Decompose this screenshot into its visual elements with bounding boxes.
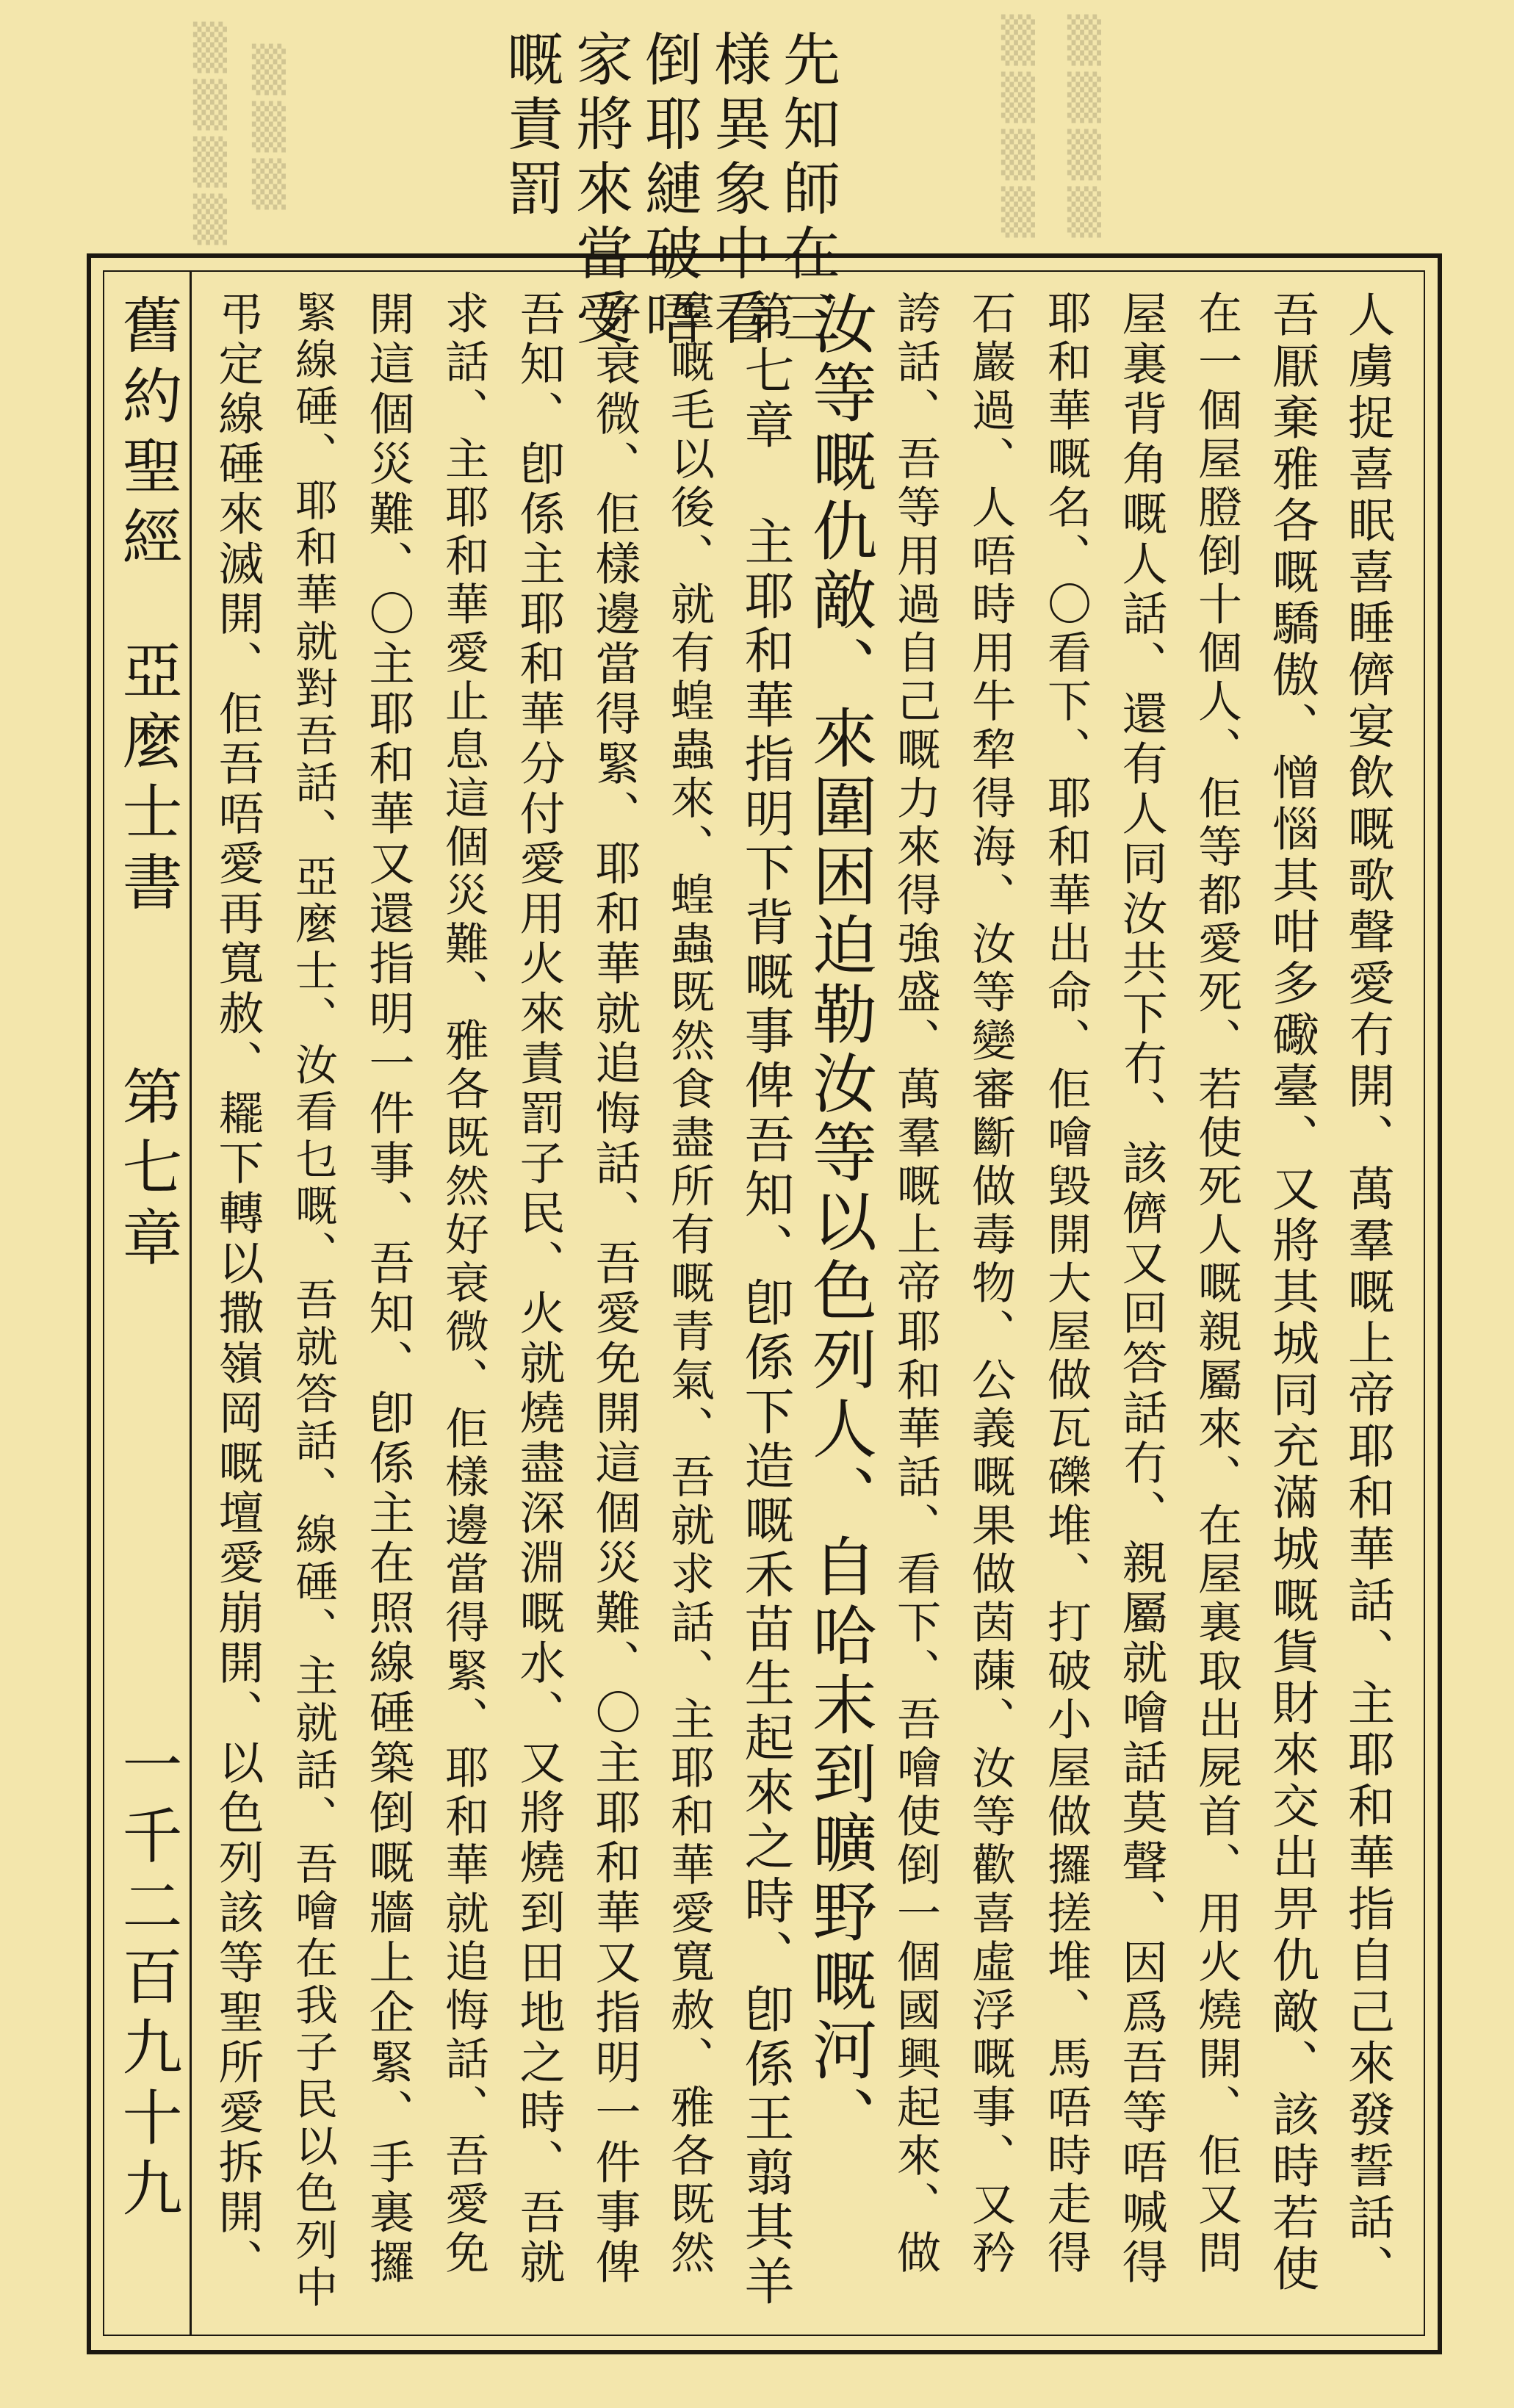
- chapter-start-column: 第七章 主耶和華指明下背嘅事俾吾知、卽係下造嘅禾苗生起來之時、卽係王翦其羊: [736, 290, 794, 2310]
- text-column: 屋裏背角嘅人話、還有人同汝共下冇、該儕又回答話冇、親屬就噲話莫聲、因爲吾等唔喊得: [1114, 290, 1168, 2288]
- text-column: 汝等嘅仇敵、來圍困迫勒汝等以色列人、自哈末到曠野嘅河、: [802, 290, 878, 2155]
- text-column: 好衰微、佢樣邊當得緊、耶和華就追悔話、吾愛免開這個災難、〇主耶和華又指明一件事俾: [588, 290, 641, 2288]
- text-column: 耶和華嘅名、〇看下、耶和華出命、佢噲毀開大屋做瓦礫堆、打破小屋做攞搓堆、馬唔時走得: [1040, 290, 1092, 2278]
- page-number: 一千二百九十九: [112, 1734, 182, 2227]
- side-note: 先知師在三: [774, 29, 840, 353]
- text-column: 在一個屋膯倒十個人、佢等都愛死、若使死人嘅親屬來、在屋裏取出屍首、用火燒開、佢又問: [1191, 290, 1242, 2278]
- side-note: 様異象中看: [704, 29, 771, 353]
- text-column: 弔定線硾來滅開、佢吾唔愛再寬赦、䎱下轉以撒嶺岡嘅壇愛崩開、以色列該等聖所愛拆開、: [211, 290, 264, 2288]
- text-column: 石巖過、人唔時用牛犂得海、汝等變審斷做毒物、公義嘅果做茵蔯、汝等歡喜虛浮嘅事、又矜: [965, 290, 1016, 2278]
- text-column: 吾厭棄雅各嘅驕傲、憎惱其咁多礮臺、又將其城同充滿城嘅貨財來交出畀仇敵、該時若使: [1264, 290, 1319, 2296]
- side-note: 倒耶縺破唔: [635, 29, 702, 353]
- book-name: 亞麼士書: [112, 639, 182, 921]
- bleed-through-mark: ▒▒▒: [243, 44, 295, 216]
- text-column: 人虜捉喜眠喜睡儕宴飲嘅歌聲愛冇開、萬羣嘅上帝耶和華話、主耶和華指自己來發誓話、: [1340, 290, 1394, 2296]
- bleed-through-mark: ▒▒▒▒: [1059, 15, 1110, 244]
- text-column: 緊線硾、耶和華就對吾話、亞麼士、汝看乜嘅、吾就答話、線硾、主就話、吾噲在我子民以色列中: [288, 290, 338, 2312]
- text-column: 開這個災難、〇主耶和華又還指明一件事、吾知、卽係主在照線硾築倒嘅牆上企緊、手裏攞: [361, 290, 415, 2288]
- side-note: 家將來當受: [566, 29, 632, 353]
- text-column: 誇話、吾等用過自己嘅力來得強盛、萬羣嘅上帝耶和華話、看下、吾噲使倒一個國興起來、做: [890, 290, 941, 2278]
- text-column: 吾知、卽係主耶和華分付愛用火來責罰子民、火就燒盡深淵嘅水、又將燒到田地之時、吾就: [512, 290, 566, 2288]
- text-column: 羣嘅毛以後、就有蝗蟲來、蝗蟲既然食盡所有嘅青氣、吾就求話、主耶和華愛寬赦、雅各既然: [663, 290, 715, 2278]
- book-title: 舊約聖經: [112, 294, 182, 576]
- bleed-through-mark: ▒▒▒▒: [992, 15, 1044, 244]
- chapter-label: 第七章: [112, 1065, 182, 1277]
- bleed-through-mark: ▒▒▒▒: [184, 22, 236, 251]
- header-divider: [190, 272, 192, 2335]
- text-column: 求話、主耶和華愛止息這個災難、雅各既然好衰微、佢樣邊當得緊、耶和華就追悔話、吾愛免: [438, 290, 489, 2278]
- side-note: 嘅責罰: [497, 29, 563, 223]
